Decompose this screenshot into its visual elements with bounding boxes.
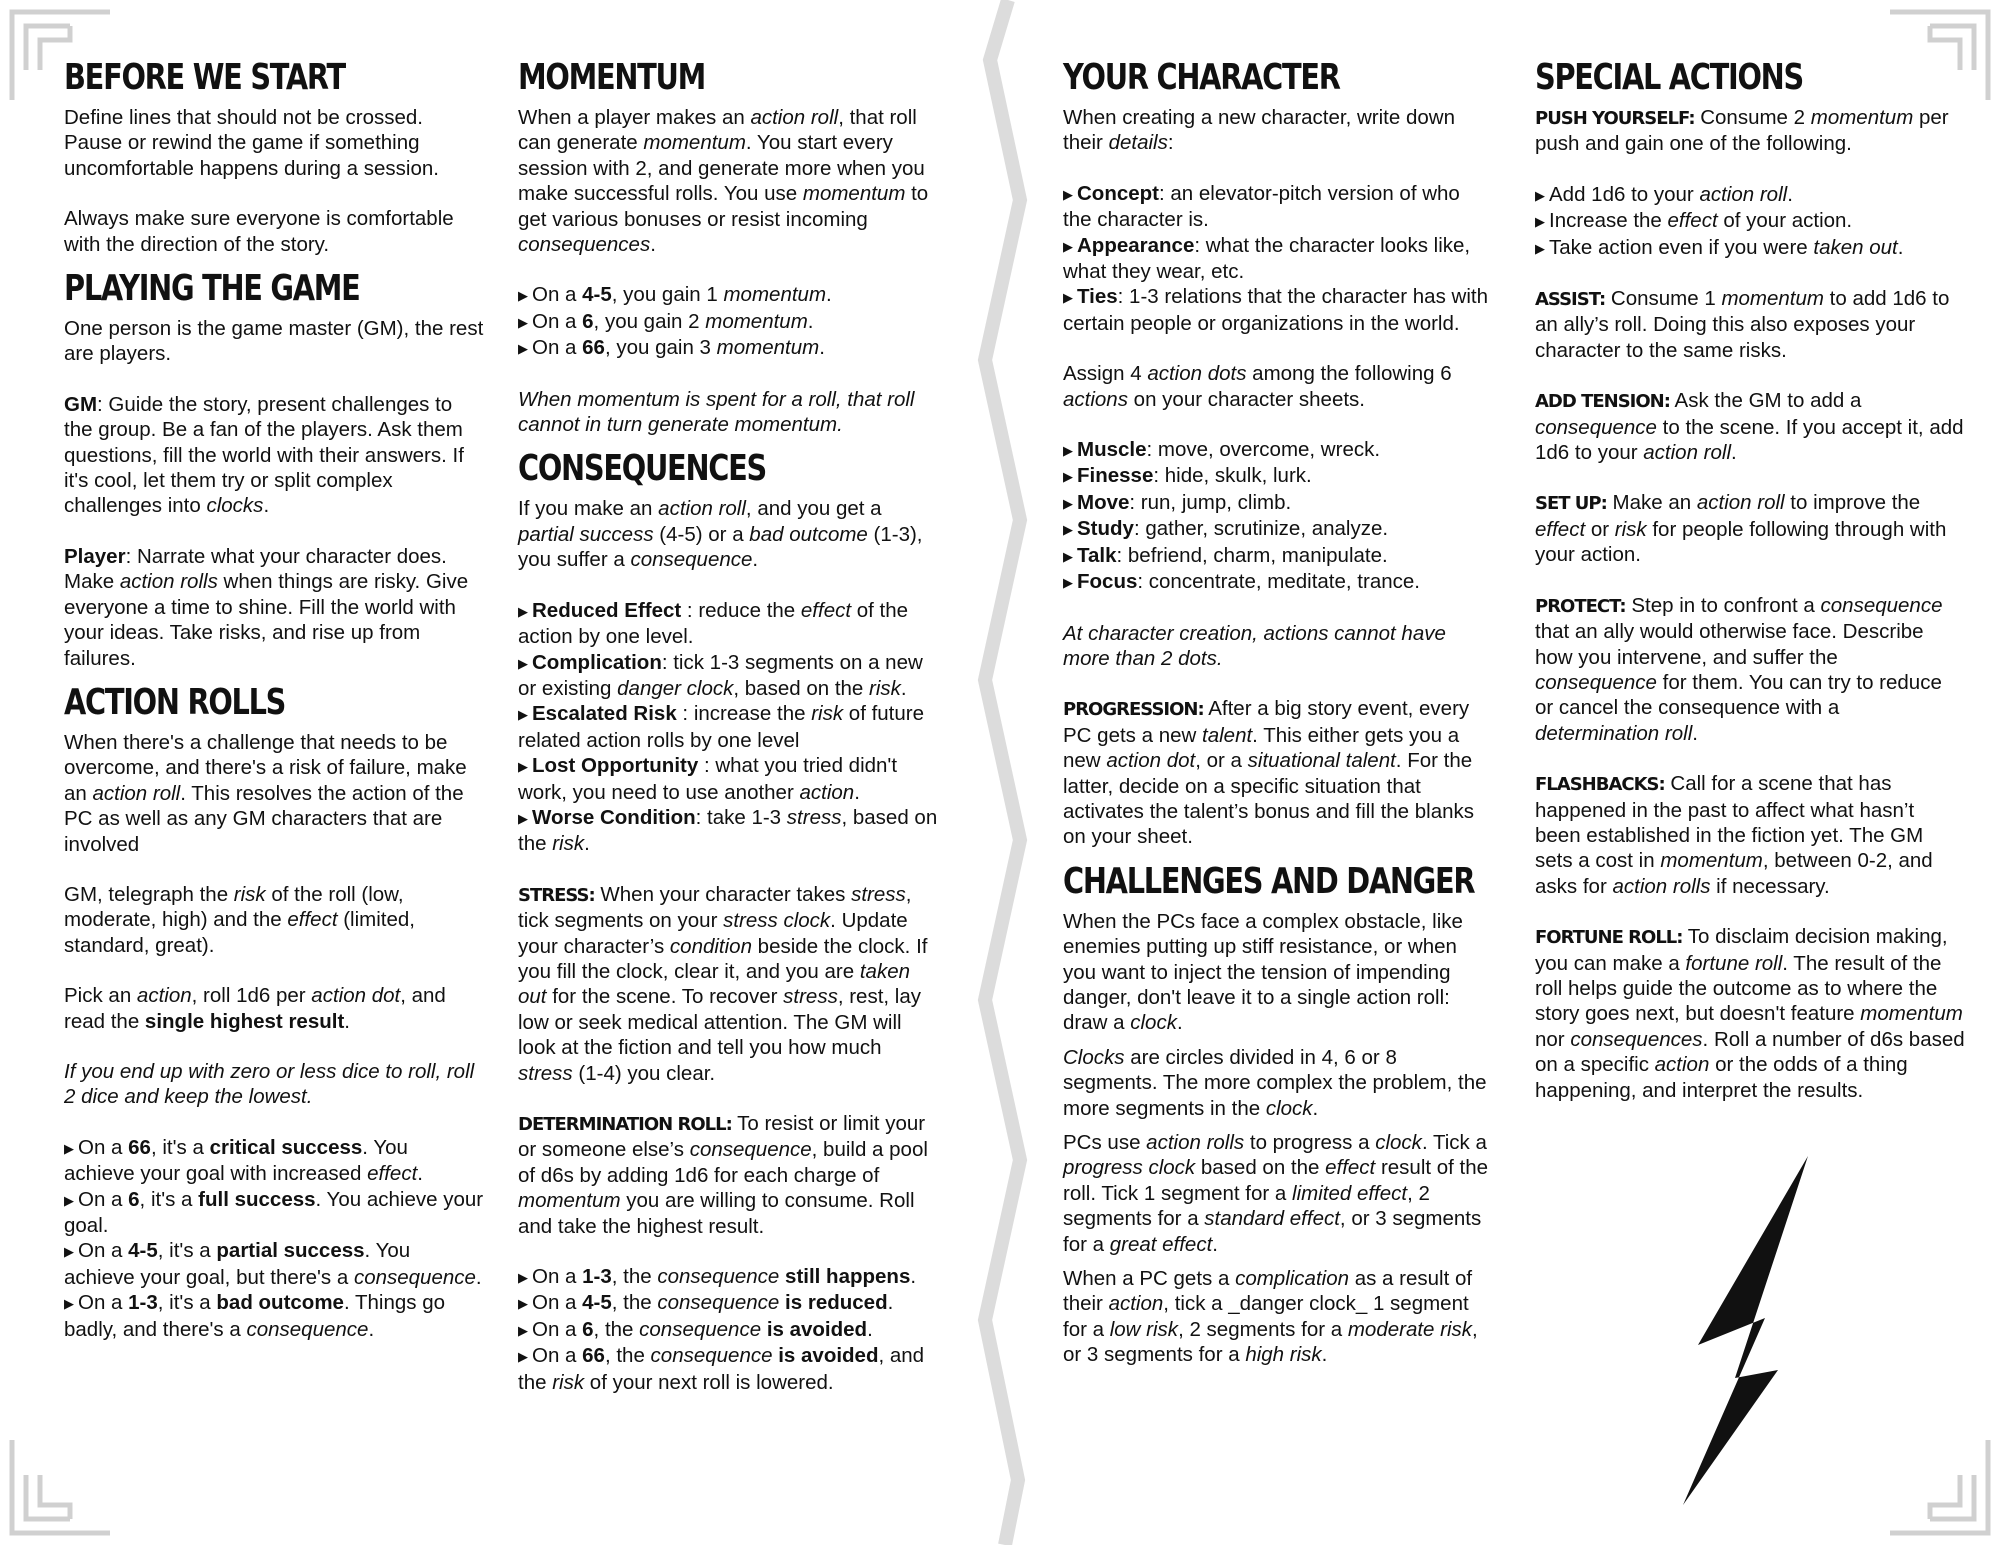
paragraph: GM, telegraph the risk of the roll (low, moderate, high) and the effect (limited, standard, great). (64, 882, 415, 957)
list-item: ▶ Finesse: hide, skulk, lurk. (1063, 464, 1312, 488)
triangle-right-icon: ▶ (518, 759, 528, 775)
list-item: ▶ Ties: 1-3 relations that the character has with certain people or organizations in the world. (1063, 285, 1488, 335)
triangle-right-icon: ▶ (64, 1140, 74, 1156)
assist-paragraph: ASSIST: Consume 1 momentum to add 1d6 to an ally’s roll. Doing this also exposes your character to the same risks. (1535, 287, 1950, 362)
triangle-right-icon: ▶ (518, 314, 528, 330)
list-item: ▶ Increase the effect of your action. (1535, 209, 1853, 233)
set-up-paragraph: SET UP: Make an action roll to improve the effect or risk for people following through with your action. (1535, 491, 1947, 567)
column-4 (1535, 58, 1965, 1103)
list-item: ▶ Complication: tick 1-3 segments on a new or existing danger clock, based on the risk. (518, 650, 923, 700)
paragraph: Clocks are circles divided in 4, 6 or 8 segments. The more complex the problem, the more segments in the clock. (1063, 1045, 1487, 1120)
triangle-right-icon: ▶ (1535, 187, 1545, 203)
list-item: ▶ Muscle: move, overcome, wreck. (1063, 438, 1381, 462)
triangle-right-icon: ▶ (1063, 575, 1073, 591)
triangle-right-icon: ▶ (518, 1349, 528, 1365)
triangle-right-icon: ▶ (518, 288, 528, 304)
triangle-right-icon: ▶ (518, 341, 528, 357)
section-before-we-start (64, 58, 484, 257)
list-item: ▶ On a 1-3, it's a bad outcome. Things go badly, and there's a consequence. (64, 1291, 446, 1341)
list-item: ▶ Focus: concentrate, meditate, trance. (1063, 570, 1420, 594)
triangle-right-icon: ▶ (518, 1270, 528, 1286)
list-item: ▶ On a 66, it's a critical success. You achieve your goal with increased effect. (64, 1135, 423, 1186)
list-item: ▶ On a 6, you gain 2 momentum. (518, 309, 814, 333)
triangle-right-icon: ▶ (64, 1244, 74, 1260)
paragraph: When a PC gets a complication as a result of their action, tick a _danger clock_ 1 segment for a low risk, 2 segments for a moderate risk, or 3 segments for a high risk. (1063, 1267, 1478, 1367)
list-item: ▶ Take action even if you were taken out. (1535, 235, 1904, 259)
paragraph: PCs use action rolls to progress a clock. Tick a progress clock based on the effect result of the roll. Tick 1 segment for a limited effect, 2 segments for a standard effect, or 3 segments for a great effect. (1063, 1131, 1489, 1256)
list-item: ▶ Add 1d6 to your action roll. (1535, 182, 1793, 206)
list-item: ▶ Study: gather, scrutinize, analyze. (1063, 517, 1389, 541)
triangle-right-icon: ▶ (518, 1322, 528, 1338)
paragraph: One person is the game master (GM), the rest are players. (64, 317, 484, 366)
progression-paragraph: PROGRESSION: After a big story event, every PC gets a new talent. This either gets you a new action dot, or a situational talent. For the latter, decide on a specific situation that activates the talent’s bonus and fill the blanks on your sheet. (1063, 697, 1475, 849)
section-title: YOUR CHARACTER (1063, 57, 1340, 98)
list-item: ▶ Talk: befriend, charm, manipulate. (1063, 543, 1388, 567)
list-item: ▶ On a 6, the consequence is avoided. (518, 1317, 873, 1341)
list-item: ▶ On a 4-5, the consequence is reduced. (518, 1291, 894, 1315)
column-1 (64, 58, 484, 1342)
triangle-right-icon: ▶ (1063, 290, 1073, 306)
section-your-character (1063, 58, 1493, 850)
list-item: ▶ Appearance: what the character looks like, what they wear, etc. (1063, 233, 1471, 284)
triangle-right-icon: ▶ (1063, 469, 1073, 485)
paragraph: Assign 4 action dots among the following 6 actions on your character sheets. (1063, 362, 1452, 411)
triangle-right-icon: ▶ (1063, 238, 1073, 254)
list-item: ▶ On a 4-5, it's a partial success. You achieve your goal, but there's a consequence. (64, 1239, 482, 1289)
stress-paragraph: STRESS: When your character takes stress, tick segments on your stress clock. Update your character’s condition beside the clock. If you fill the clock, clear it, and you are taken out for the scene. To recover stress, rest, lay low or seek medical attention. The GM will look at the fiction and tell you how much stress (1-4) you clear. (518, 882, 928, 1085)
paragraph: If you make an action roll, and you get a partial success (4-5) or a bad outcome (1-3), you suffer a consequence. (518, 497, 923, 572)
section-special-actions (1535, 58, 1965, 1103)
column-3 (1063, 58, 1493, 1368)
triangle-right-icon: ▶ (64, 1296, 74, 1312)
list-item: ▶ Escalated Risk : increase the risk of future related action rolls by one level (518, 702, 925, 752)
triangle-right-icon: ▶ (1063, 443, 1073, 459)
paragraph: Always make sure everyone is comfortable with the direction of the story. (64, 207, 454, 256)
triangle-right-icon: ▶ (1063, 548, 1073, 564)
triangle-right-icon: ▶ (518, 603, 528, 619)
list-item: ▶ On a 1-3, the consequence still happens. (518, 1265, 917, 1289)
paragraph: When a player makes an action roll, that roll can generate momentum. You start every session with 2, and generate more when you make successful rolls. You use momentum to get various bonuses or resist incoming consequences. (518, 106, 929, 257)
triangle-right-icon: ▶ (1535, 240, 1545, 256)
section-title: MOMENTUM (518, 57, 706, 98)
triangle-right-icon: ▶ (1063, 522, 1073, 538)
triangle-right-icon: ▶ (1063, 495, 1073, 511)
list-item: ▶ Reduced Effect : reduce the effect of the action by one level. (518, 598, 909, 649)
section-challenges-and-danger (1063, 862, 1493, 1368)
paragraph: When creating a new character, write down their details: (1063, 106, 1455, 155)
flashbacks-paragraph: FLASHBACKS: Call for a scene that has happened in the past to affect what hasn’t been established in the fiction yet. The GM sets a cost in momentum, between 0-2, and asks for action rolls if necessary. (1535, 772, 1933, 898)
triangle-right-icon: ▶ (518, 810, 528, 826)
add-tension-paragraph: ADD TENSION: Ask the GM to add a consequence to the scene. If you accept it, add 1d6 to your action roll. (1535, 389, 1964, 465)
paragraph: When there's a challenge that needs to be overcome, and there's a risk of failure, make an action roll. This resolves the action of the PC as well as any GM characters that are involved (64, 730, 467, 856)
section-title: ACTION ROLLS (64, 681, 286, 723)
section-playing-the-game (64, 269, 484, 671)
player-paragraph: Player: Narrate what your character does. Make action rolls when things are risky. Give everyone a time to shine. Fill the world with your ideas. Take risks, and rise up from failures. (64, 544, 469, 670)
triangle-right-icon: ▶ (518, 1296, 528, 1312)
list-item: ▶ On a 4-5, you gain 1 momentum. (518, 283, 832, 307)
section-title: BEFORE WE START (64, 57, 345, 98)
triangle-right-icon: ▶ (518, 707, 528, 723)
section-title: SPECIAL ACTIONS (1535, 57, 1803, 98)
section-consequences (518, 449, 938, 1395)
paragraph: Pick an action, roll 1d6 per action dot, and read the single highest result. (64, 984, 446, 1033)
list-item: ▶ On a 6, it's a full success. You achieve your goal. (64, 1187, 484, 1237)
column-2 (518, 58, 938, 1395)
list-item: ▶ On a 66, you gain 3 momentum. (518, 336, 825, 360)
triangle-right-icon: ▶ (64, 1192, 74, 1208)
list-item: ▶ Move: run, jump, climb. (1063, 490, 1292, 514)
list-item: ▶ On a 66, the consequence is avoided, and the risk of your next roll is lowered. (518, 1344, 925, 1394)
section-momentum (518, 58, 938, 437)
paragraph: Define lines that should not be crossed. Pause or rewind the game if something uncomfortable happens during a session. (64, 106, 439, 180)
fortune-roll-paragraph: FORTUNE ROLL: To disclaim decision making, you can make a fortune roll. The result of the roll helps guide the outcome as to where the story goes next, but doesn't feature momentum nor consequences. Roll a number of d6s based on a specific action or the odds of a thing happening, and interpret the results. (1535, 925, 1965, 1102)
paragraph: When the PCs face a complex obstacle, like enemies putting up stiff resistance, or when you want to inject the tension of impending danger, don't leave it to a single action roll: draw a clock. (1063, 909, 1463, 1035)
list-item: ▶ Concept: an elevator-pitch version of who the character is. (1063, 181, 1460, 232)
note: At character creation, actions cannot have more than 2 dots. (1063, 621, 1446, 670)
gm-paragraph: GM: Guide the story, present challenges to the group. Be a fan of the players. Ask them questions, fill the world with their answers. If it's cool, let them try or split complex challenges into clocks. (64, 392, 464, 518)
protect-paragraph: PROTECT: Step in to confront a consequence that an ally would otherwise face. Describe how you intervene, and suffer the consequence for them. You can try to reduce or cancel the consequence with a determination roll. (1535, 593, 1943, 745)
section-action-rolls (64, 683, 484, 1342)
section-title: PLAYING THE GAME (64, 268, 360, 310)
triangle-right-icon: ▶ (1063, 186, 1073, 202)
list-item: ▶ Lost Opportunity : what you tried didn't work, you need to use another action. (518, 754, 898, 804)
list-item: ▶ Worse Condition: take 1-3 stress, based on the risk. (518, 805, 938, 856)
section-title: CONSEQUENCES (518, 448, 766, 490)
determination-paragraph: DETERMINATION ROLL: To resist or limit your or someone else’s consequence, build a pool of d6s by adding 1d6 for each charge of momentum you are willing to consume. Roll and take the highest result. (518, 1112, 928, 1238)
section-title: CHALLENGES AND DANGER (1063, 860, 1475, 902)
triangle-right-icon: ▶ (1535, 214, 1545, 230)
note: When momentum is spent for a roll, that roll cannot in turn generate momentum. (518, 387, 915, 437)
push-yourself-paragraph: PUSH YOURSELF: Consume 2 momentum per push and gain one of the following. (1535, 106, 1949, 156)
paragraph: If you end up with zero or less dice to roll, roll 2 dice and keep the lowest. (64, 1059, 475, 1109)
triangle-right-icon: ▶ (518, 655, 528, 671)
